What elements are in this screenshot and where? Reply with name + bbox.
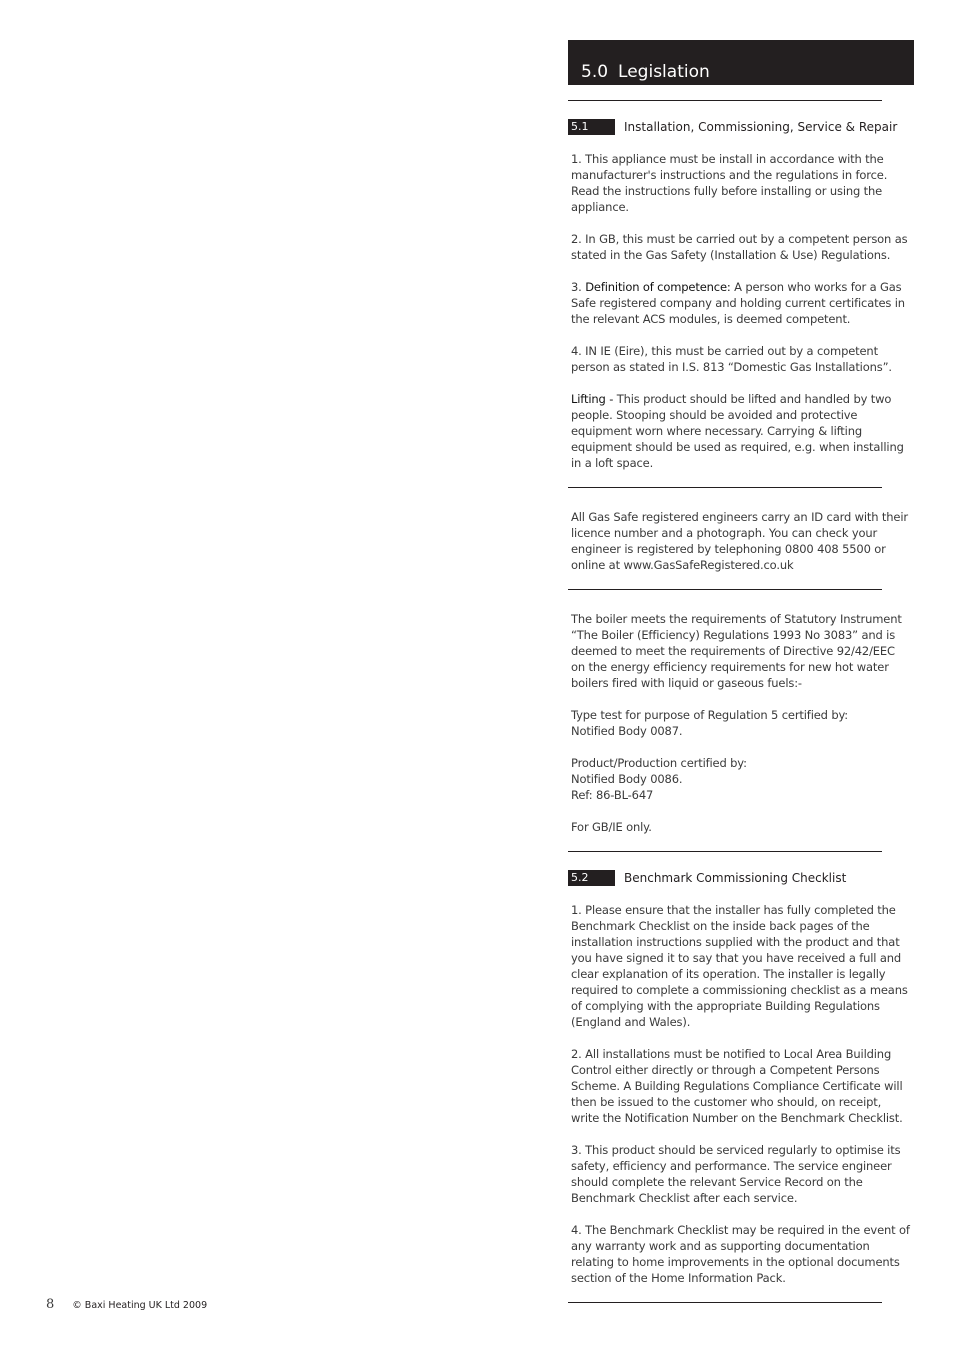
section-number-tag: 5.2 [568,870,615,886]
section-title: Installation, Commissioning, Service & Repair [624,120,898,134]
chapter-number: 5.0 [581,62,609,82]
paragraph: For GB/IE only. [571,820,652,834]
divider [568,487,882,488]
page-number: 8 [46,1297,55,1312]
divider [568,1302,882,1303]
divider [568,589,882,590]
paragraph: 3. This product should be serviced regularly to optimise its safety, efficiency and performance. The service engineer should complete the relevant Service Record on the Benchmark Checklist after each service. [571,1143,901,1205]
chapter-title: Legislation [618,62,710,82]
section-heading-5-1 [568,119,914,135]
paragraph-text: A person who works for a Gas Safe registered company and holding current certificates in the relevant ACS modules, is deemed competent. [571,280,905,326]
text-line: Product/Production certified by: [571,756,747,770]
text-line: Ref: 86-BL-647 [571,788,654,802]
paragraph: 4. The Benchmark Checklist may be required in the event of any warranty work and as supporting documentation relating to home improvements in the optional documents section of the Home Information Pack. [571,1223,910,1285]
divider [568,100,882,101]
chapter-header [568,40,914,85]
paragraph-text: This product should be lifted and handled by two people. Stooping should be avoided and protective equipment worn where necessary. Carrying & lifting equipment should be used as required, e.g. when installing in a loft space. [571,392,904,470]
section-heading-5-2 [568,870,914,886]
text-line: Type test for purpose of Regulation 5 certified by: [571,708,849,722]
boiler-paragraph: The boiler meets the requirements of Statutory Instrument “The Boiler (Efficiency) Regulations 1993 No 3083” and is deemed to meet the requirements of Directive 92/42/EEC on the energy efficiency requirements for new hot water boilers fired with liquid or gaseous fuels:- [571,612,902,690]
paragraph: 1. Please ensure that the installer has fully completed the Benchmark Checklist on the inside back pages of the installation instructions supplied with the product and that you have signed it to say that you have received a full and clear explanation of its operation. The installer is legally required to complete a commissioning checklist as a means of complying with the appropriate Building Regulations (England and Wales). [571,903,908,1029]
paragraph [571,707,911,739]
page-footer [46,1297,207,1312]
paragraph: 1. This appliance must be install in accordance with the manufacturer's instructions and the regulations in force. Read the instructions fully before installing or using the appliance. [571,152,888,214]
paragraph [571,279,911,327]
copyright-notice: © Baxi Heating UK Ltd 2009 [72,1300,208,1311]
section-title: Benchmark Commissioning Checklist [624,871,847,885]
section-5-2-body [568,902,914,1286]
paragraph: 2. All installations must be notified to Local Area Building Control either directly or through a Competent Persons Scheme. A Building Regulations Compliance Certificate will then be issued to the customer who should, on receipt, write the Notification Number on the Benchmark Checklist. [571,1047,903,1125]
definition-label: Definition of competence: [585,280,731,294]
text-line: Notified Body 0086. [571,772,683,786]
paragraph: 4. IN IE (Eire), this must be carried out by a competent person as stated in I.S. 813 “Domestic Gas Installations”. [571,344,892,374]
paragraph [571,755,911,803]
divider [568,851,882,852]
content-column [568,40,914,1303]
text-line: Notified Body 0087. [571,724,683,738]
paragraph-lead: 3. [571,280,586,294]
lifting-label: Lifting - [571,392,614,406]
section-5-1-body [568,151,914,471]
paragraph [571,391,911,471]
section-number-tag: 5.1 [568,119,615,135]
gas-safe-paragraph: All Gas Safe registered engineers carry an ID card with their licence number and a photograph. You can check your engineer is registered by telephoning 0800 408 5500 or online at www.GasSafeRegistered.co.uk [571,510,908,572]
paragraph: 2. In GB, this must be carried out by a competent person as stated in the Gas Safety (Installation & Use) Regulations. [571,232,908,262]
